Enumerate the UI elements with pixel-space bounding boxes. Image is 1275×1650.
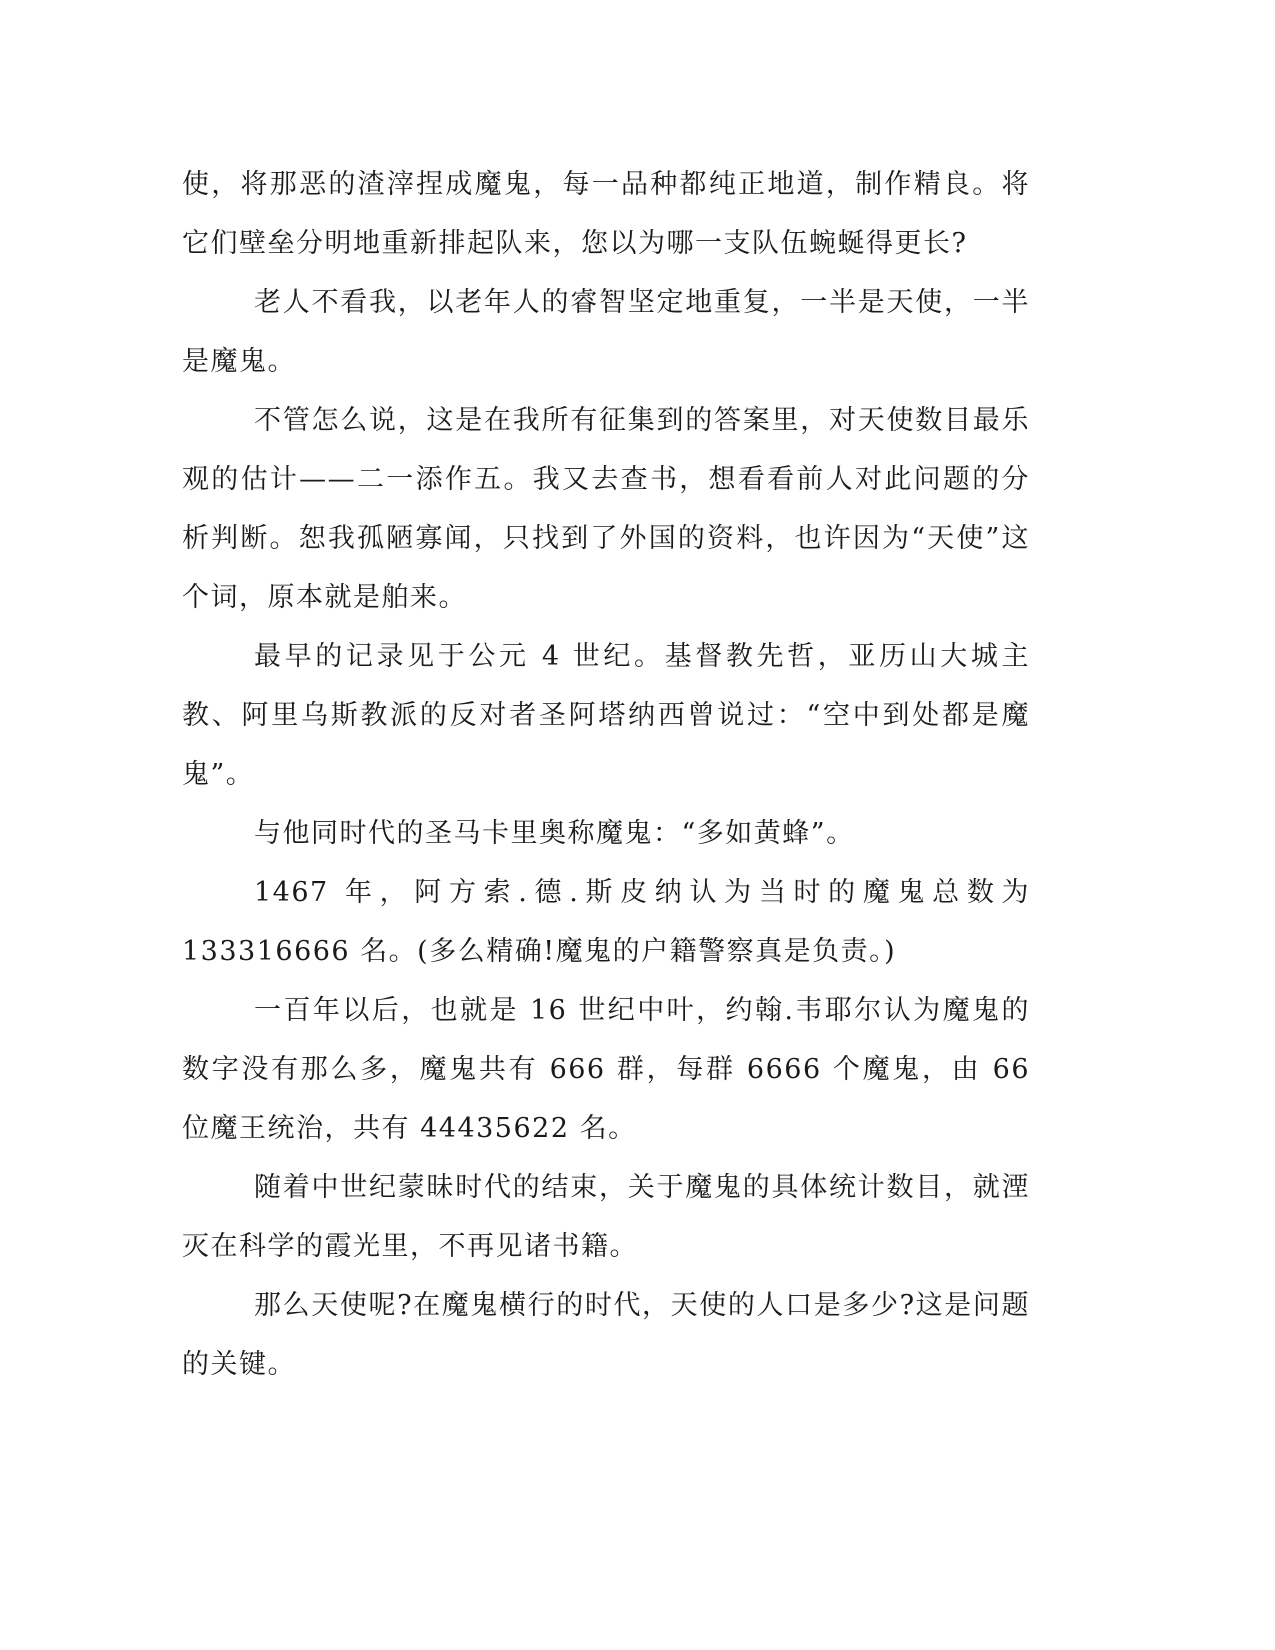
paragraph-2: 老人不看我，以老年人的睿智坚定地重复，一半是天使，一半是魔鬼。 [182,287,1030,377]
paragraph-5: 与他同时代的圣马卡里奥称魔鬼：“多如黄蜂”。 [254,818,855,849]
paragraph-1: 使，将那恶的渣滓捏成魔鬼，每一品种都纯正地道，制作精良。将它们壁垒分明地重新排起队来，您以为哪一支队伍蜿蜒得更长? [182,169,1030,259]
paragraph-6: 1467 年，阿方索.德.斯皮纳认为当时的魔鬼总数为 133316666 名。(多么精确!魔鬼的户籍警察真是负责。) [182,877,1030,967]
paragraph-9: 那么天使呢?在魔鬼横行的时代，天使的人口是多少?这是问题的关键。 [182,1290,1030,1380]
body-text [182,155,1030,1394]
paragraph-3: 不管怎么说，这是在我所有征集到的答案里，对天使数目最乐观的估计——二一添作五。我又去查书，想看看前人对此问题的分析判断。恕我孤陋寡闻，只找到了外国的资料，也许因为“天使”这个词，原本就是舶来。 [182,405,1030,613]
paragraph-7: 一百年以后，也就是 16 世纪中叶，约翰.韦耶尔认为魔鬼的数字没有那么多，魔鬼共有 666 群，每群 6666 个魔鬼，由 66 位魔王统治，共有 44435622 名。 [182,995,1031,1144]
paragraph-4: 最早的记录见于公元 4 世纪。基督教先哲，亚历山大城主教、阿里乌斯教派的反对者圣阿塔纳西曾说过：“空中到处都是魔鬼”。 [182,641,1030,790]
paragraph-8: 随着中世纪蒙昧时代的结束，关于魔鬼的具体统计数目，就湮灭在科学的霞光里，不再见诸书籍。 [182,1172,1030,1262]
